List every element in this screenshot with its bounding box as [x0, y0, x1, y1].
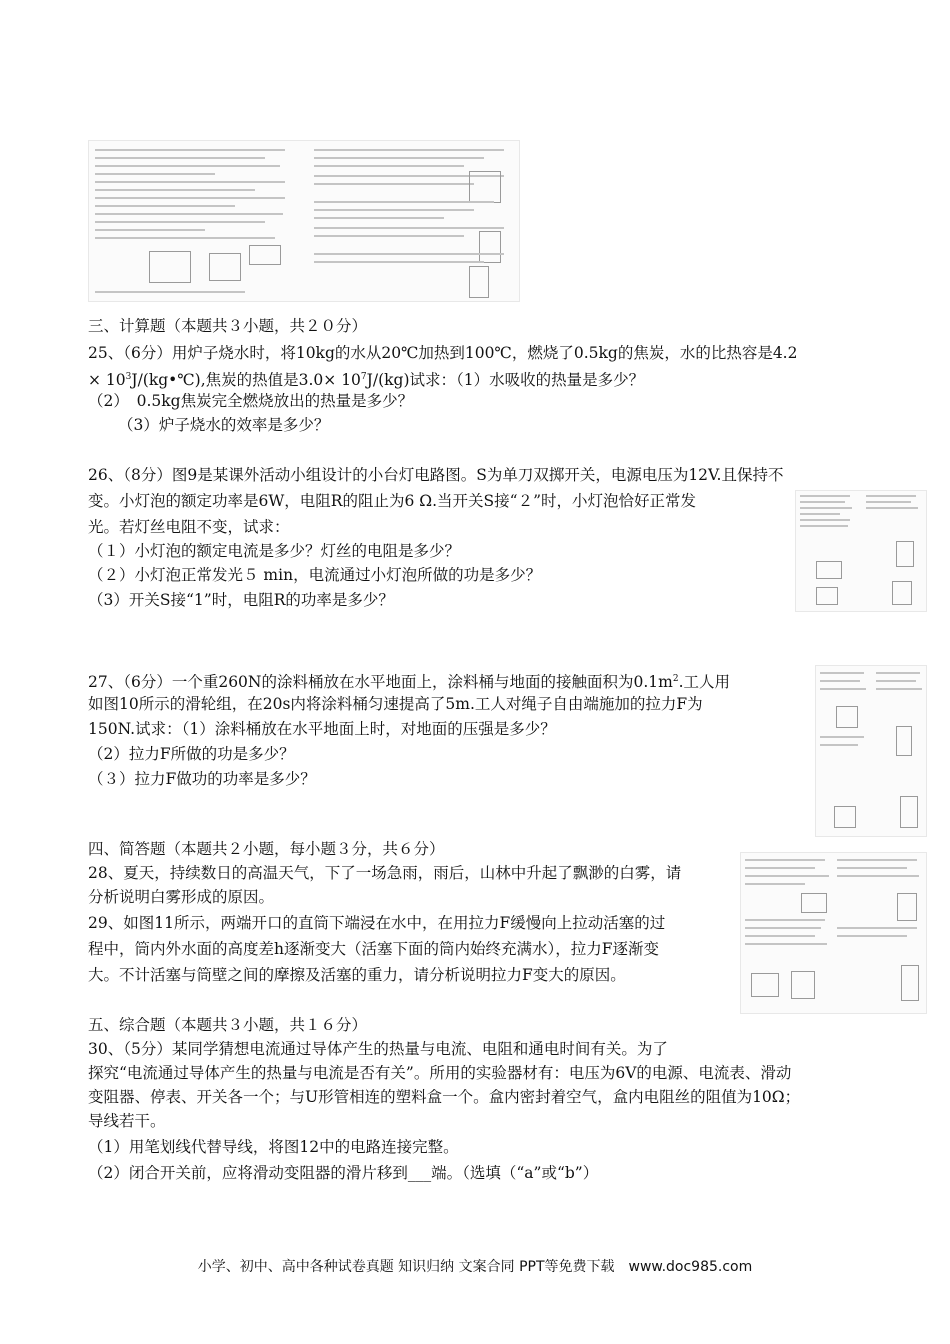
scanned-page-thumbnail-right-3 — [740, 852, 927, 1014]
scanned-page-thumbnail-right-1 — [795, 490, 927, 612]
q25-line-1: 25、（6分）用炉子烧水时，将10kg的水从20℃加热到100℃，燃烧了0.5kg的焦炭，水的比热容是4.2 — [88, 344, 798, 362]
q30-line-6: （2）闭合开关前，应将滑动变阻器的滑片移到___端。（选填（“a”或“b”） — [88, 1164, 599, 1182]
q26-line-6: （3）开关S接“1”时，电阻R的功率是多少？ — [88, 591, 394, 609]
q30-line-3: 变阻器、停表、开关各一个；与U形管相连的塑料盒一个。盒内密封着空气，盒内电阻丝的阻值为10Ω； — [88, 1088, 801, 1106]
section-5-title: 五、综合题（本题共３小题，共１６分） — [88, 1016, 368, 1034]
q25-line-3: （2） 0.5kg焦炭完全燃烧放出的热量是多少？ — [88, 392, 414, 410]
q26-line-5: （２）小灯泡正常发光５ min，电流通过小灯泡所做的功是多少？ — [88, 566, 542, 584]
q26-line-2: 变。小灯泡的额定功率是6W，电阻R的阻止为6 Ω.当开关S接“２”时，小灯泡恰好正常发 — [88, 492, 696, 510]
q29-line-3: 大。不计活塞与筒壁之间的摩擦及活塞的重力，请分析说明拉力F变大的原因。 — [88, 966, 626, 984]
q27-line-3: 150N.试求：（1）涂料桶放在水平地面上时，对地面的压强是多少？ — [88, 720, 556, 738]
q26-line-4: （１）小灯泡的额定电流是多少？灯丝的电阻是多少？ — [88, 542, 461, 560]
footer-text: 小学、初中、高中各种试卷真题 知识归纳 文案合同 PPT等免费下载 www.doc985.com — [197, 1259, 753, 1275]
section-4-title: 四、简答题（本题共２小题，每小题３分，共６分） — [88, 840, 445, 858]
q30-line-2: 探究“电流通过导体产生的热量与电流是否有关”。所用的实验器材有：电压为6V的电源、电流表、滑动 — [88, 1064, 792, 1082]
q28-line-2: 分析说明白雾形成的原因。 — [88, 888, 275, 906]
q29-line-2: 程中，筒内外水面的高度差h逐渐变大（活塞下面的筒内始终充满水），拉力F逐渐变 — [88, 940, 659, 958]
scanned-page-thumbnail-right-2 — [815, 665, 927, 837]
q27-line-5: （３）拉力F做功的功率是多少？ — [88, 770, 316, 788]
section-3-title: 三、计算题（本题共３小题，共２０分） — [88, 317, 368, 335]
q26-line-3: 光。若灯丝电阻不变，试求： — [88, 518, 290, 536]
q30-line-4: 导线若干。 — [88, 1112, 166, 1130]
q27-line-1: 27、（6分）一个重260N的涂料桶放在水平地面上，涂料桶与地面的接触面积为$0.1m^2$.工人用 — [88, 673, 731, 692]
q27-line-4: （2）拉力F所做的功是多少？ — [88, 745, 295, 763]
q30-line-1: 30、（5分）某同学猜想电流通过导体产生的热量与电流、电阻和通电时间有关。为了 — [88, 1040, 668, 1058]
q28-line-1: 28、夏天，持续数日的高温天气，下了一场急雨，雨后，山林中升起了飘渺的白雾，请 — [88, 864, 682, 882]
q27-line-2: 如图10所示的滑轮组，在20s内将涂料桶匀速提高了5m.工人对绳子自由端施加的拉力F为 — [88, 695, 703, 713]
q30-line-5: （1）用笔划线代替导线，将图12中的电路连接完整。 — [88, 1138, 459, 1156]
q25-line-2: × $10^3J/(kg•℃)$,焦炭的热值是$3.0\times 10^7J/(kg)$试求：（1）水吸收的热量是多少？ — [88, 371, 645, 390]
q25-line-4: （3）炉子烧水的效率是多少？ — [118, 416, 330, 434]
scanned-page-thumbnail-top — [88, 140, 520, 302]
q26-line-1: 26、（8分）图9是某课外活动小组设计的小台灯电路图。S为单刀双掷开关，电源电压为12V.且保持不 — [88, 466, 784, 484]
q29-line-1: 29、如图11所示，两端开口的直筒下端浸在水中，在用拉力F缓慢向上拉动活塞的过 — [88, 914, 666, 932]
